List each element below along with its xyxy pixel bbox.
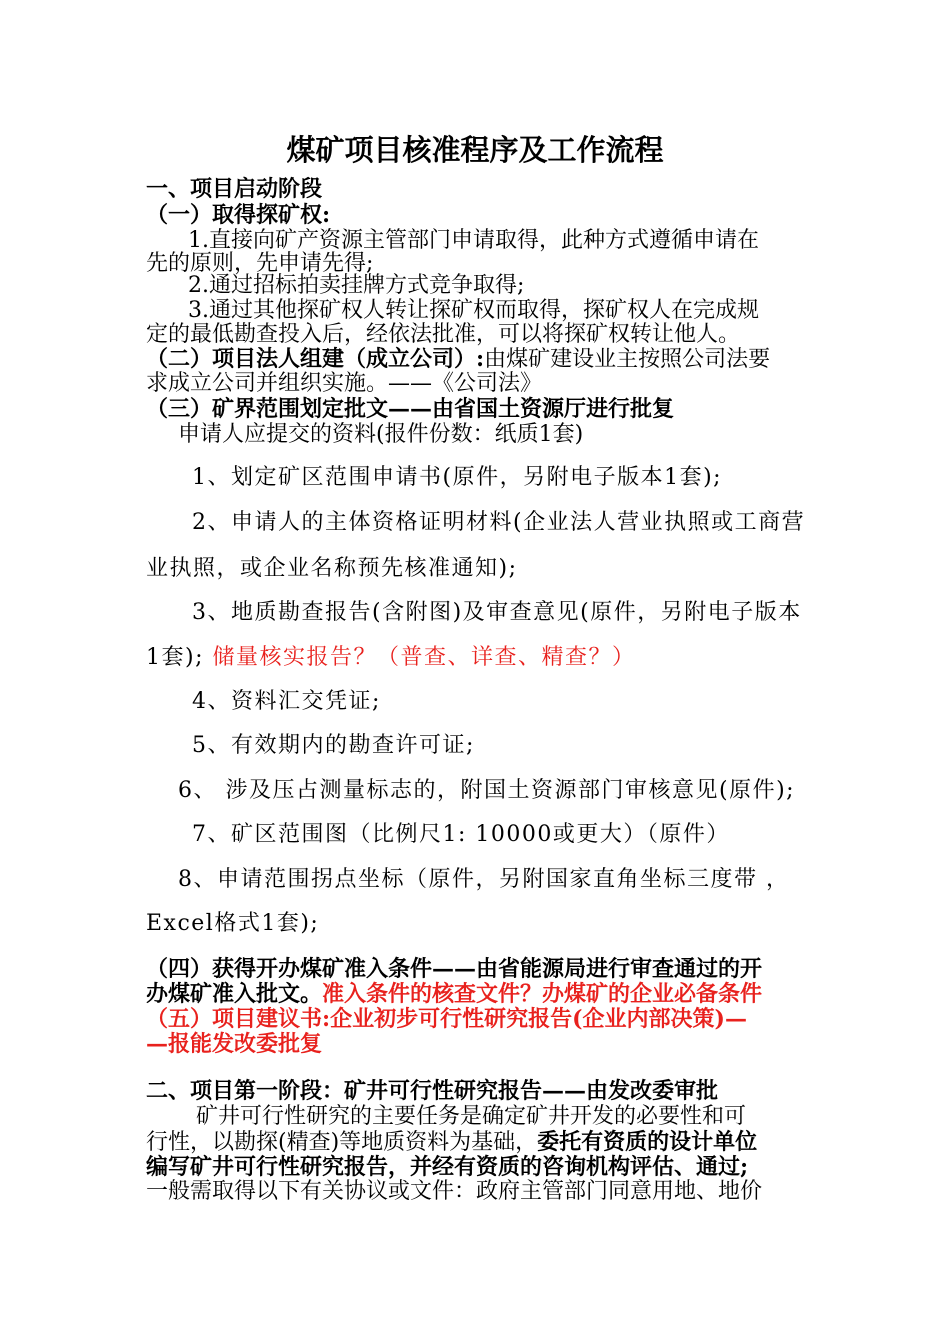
subsection-1-4-heading-a: （四）获得开办煤矿准入条件——由省能源局进行审查通过的开 [146,956,763,982]
subsection-1-5-heading-a: （五）项目建议书:企业初步可行性研究报告(企业内部决策)— [146,1006,747,1032]
subsection-1-1-heading: （一）取得探矿权: [146,202,331,228]
section-2-heading: 二、项目第一阶段：矿井可行性研究报告——由发改委审批 [146,1078,719,1104]
subsection-1-2-text-a: 由煤矿建设业主按照公司法要 [484,347,771,372]
list-item-3b-line [146,645,636,671]
section-2-paragraph-3: 编写矿井可行性研究报告，并经有资质的咨询机构评估、通过; [146,1154,749,1180]
subsection-1-4-heading-b: 办煤矿准入批文。 [146,981,323,1007]
list-item-2a: 2、申请人的主体资格证明材料(企业法人营业执照或工商营 [192,510,806,535]
list-item-8b: Excel格式1套); [146,911,320,936]
access-condition-note: 准入条件的核查文件？办煤矿的企业必备条件 [322,981,763,1007]
subsection-1-2-text-b: 求成立公司并组织实施。——《公司法》 [146,371,543,396]
subsection-1-2-heading: （二）项目法人组建（成立公司）: [146,346,485,372]
list-item-8a: 8、申请范围拐点坐标（原件，另附国家直角坐标三度带 ， [178,867,790,892]
section-2-paragraph-2-line [146,1129,757,1156]
list-item-7: 7、矿区范围图（比例尺1: 10000或更大）（原件） [192,822,730,847]
subsection-1-3-heading: （三）矿界范围划定批文——由省国土资源厅进行批复 [146,396,675,422]
subsection-1-2-line-a [146,346,770,373]
list-item-4: 4、资料汇交凭证; [192,689,381,714]
section-2-paragraph-4: 一般需取得以下有关协议或文件：政府主管部门同意用地、地价 [146,1179,763,1204]
subsection-1-5-heading-b: —报能发改委批复 [146,1031,323,1057]
document-title: 煤矿项目核准程序及工作流程 [286,133,664,167]
list-item-2b: 业执照，或企业名称预先核准通知); [146,556,518,581]
list-item-3a: 3、地质勘查报告(含附图)及审查意见(原件，另附电子版本 [192,600,802,625]
paragraph-1-1-1b: 先的原则，先申请先得; [146,251,374,276]
reserve-report-note: 储量核实报告？（普查、详查、精查？） [212,645,636,670]
paragraph-1-1-2: 2.通过招标拍卖挂牌方式竞争取得; [188,273,525,298]
section-2-paragraph-2a: 行性，以勘探(精查)等地质资料为基础， [146,1130,538,1155]
paragraph-1-1-3b: 定的最低勘查投入后，经依法批准，可以将探矿权转让他人。 [146,322,741,347]
list-item-3b: 1套); [146,645,204,670]
section-2-paragraph-1: 矿井可行性研究的主要任务是确定矿井开发的必要性和可 [196,1104,747,1129]
subsection-1-4-line-b [146,981,762,1007]
subsection-1-3-intro: 申请人应提交的资料(报件份数：纸质1套) [178,422,584,447]
paragraph-1-1-1a: 1.直接向矿产资源主管部门申请取得，此种方式遵循申请在 [188,228,759,253]
list-item-1: 1、划定矿区范围申请书(原件，另附电子版本1套); [192,465,723,490]
section-1-heading: 一、项目启动阶段 [146,176,323,202]
list-item-5: 5、有效期内的勘查许可证; [192,733,475,758]
section-2-paragraph-2b: 委托有资质的设计单位 [537,1129,758,1155]
list-item-6: 6、 涉及压占测量标志的，附国土资源部门审核意见(原件); [178,778,796,803]
paragraph-1-1-3a: 3.通过其他探矿权人转让探矿权而取得，探矿权人在完成规 [188,298,759,323]
